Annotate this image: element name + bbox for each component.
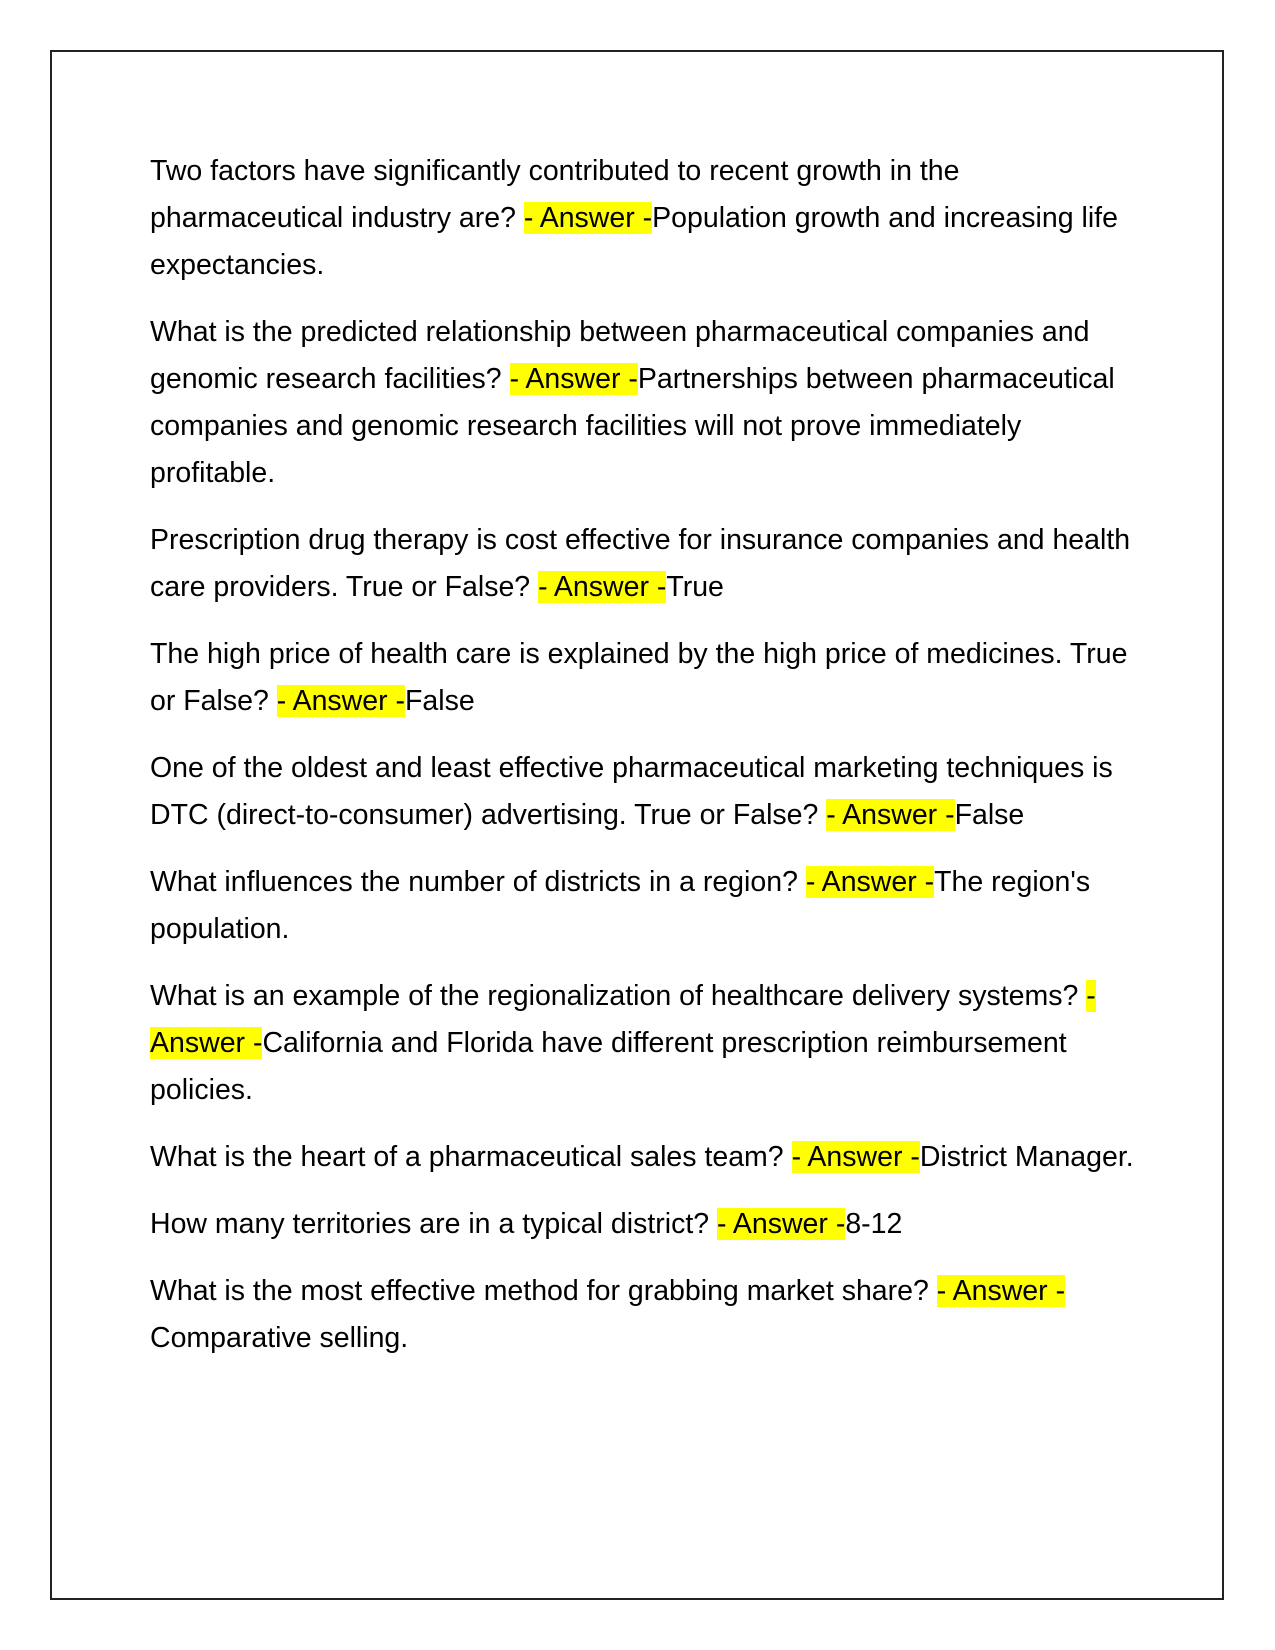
qa-item <box>150 148 1135 289</box>
answer-text: Partnerships between pharmaceutical companies and genomic research facilities will not prove immediately profitable. <box>150 363 1115 489</box>
answer-text: 8-12 <box>845 1208 903 1240</box>
question-text: One of the oldest and least effective pharmaceutical marketing techniques is DTC (direct-to-consumer) advertising. True or False? <box>150 752 1113 831</box>
question-text: The high price of health care is explained by the high price of medicines. True or False? <box>150 638 1128 717</box>
qa-item <box>150 1268 1135 1362</box>
document-body <box>150 148 1135 1382</box>
qa-item <box>150 517 1135 611</box>
qa-item <box>150 309 1135 497</box>
question-text: What influences the number of districts in a region? <box>150 866 806 898</box>
question-text: Prescription drug therapy is cost effective for insurance companies and health care providers. True or False? <box>150 524 1131 603</box>
answer-marker: - Answer - <box>150 980 1096 1059</box>
answer-text: California and Florida have different prescription reimbursement policies. <box>150 1027 1067 1106</box>
answer-marker: - Answer - <box>538 571 667 603</box>
question-text: What is an example of the regionalization of healthcare delivery systems? <box>150 980 1087 1012</box>
answer-marker: - Answer - <box>791 1141 920 1173</box>
question-text: What is the most effective method for grabbing market share? <box>150 1275 937 1307</box>
answer-text: Comparative selling. <box>150 1322 409 1354</box>
answer-marker: - Answer - <box>717 1208 846 1240</box>
answer-text: True <box>666 571 724 603</box>
answer-text: Population growth and increasing life expectancies. <box>150 202 1118 281</box>
qa-item <box>150 745 1135 839</box>
answer-marker: - Answer - <box>805 866 935 898</box>
qa-item <box>150 631 1135 725</box>
qa-item <box>150 973 1135 1114</box>
qa-item <box>150 859 1135 953</box>
answer-text: False <box>405 685 475 717</box>
answer-text: The region's population. <box>150 866 1091 945</box>
answer-marker: - Answer - <box>936 1275 1066 1307</box>
answer-marker: - Answer - <box>523 202 653 234</box>
answer-text: District Manager. <box>919 1141 1134 1173</box>
answer-marker: - Answer - <box>276 685 406 717</box>
question-text: How many territories are in a typical district? <box>150 1208 718 1240</box>
answer-marker: - Answer - <box>509 363 638 395</box>
question-text: What is the predicted relationship between pharmaceutical companies and genomic research facilities? <box>150 316 1090 395</box>
answer-text: False <box>954 799 1025 831</box>
answer-marker: - Answer - <box>826 799 955 831</box>
question-text: What is the heart of a pharmaceutical sales team? <box>150 1141 792 1173</box>
qa-item <box>150 1201 1135 1248</box>
qa-item <box>150 1134 1135 1181</box>
question-text: Two factors have significantly contributed to recent growth in the pharmaceutical industry are? <box>150 155 960 234</box>
